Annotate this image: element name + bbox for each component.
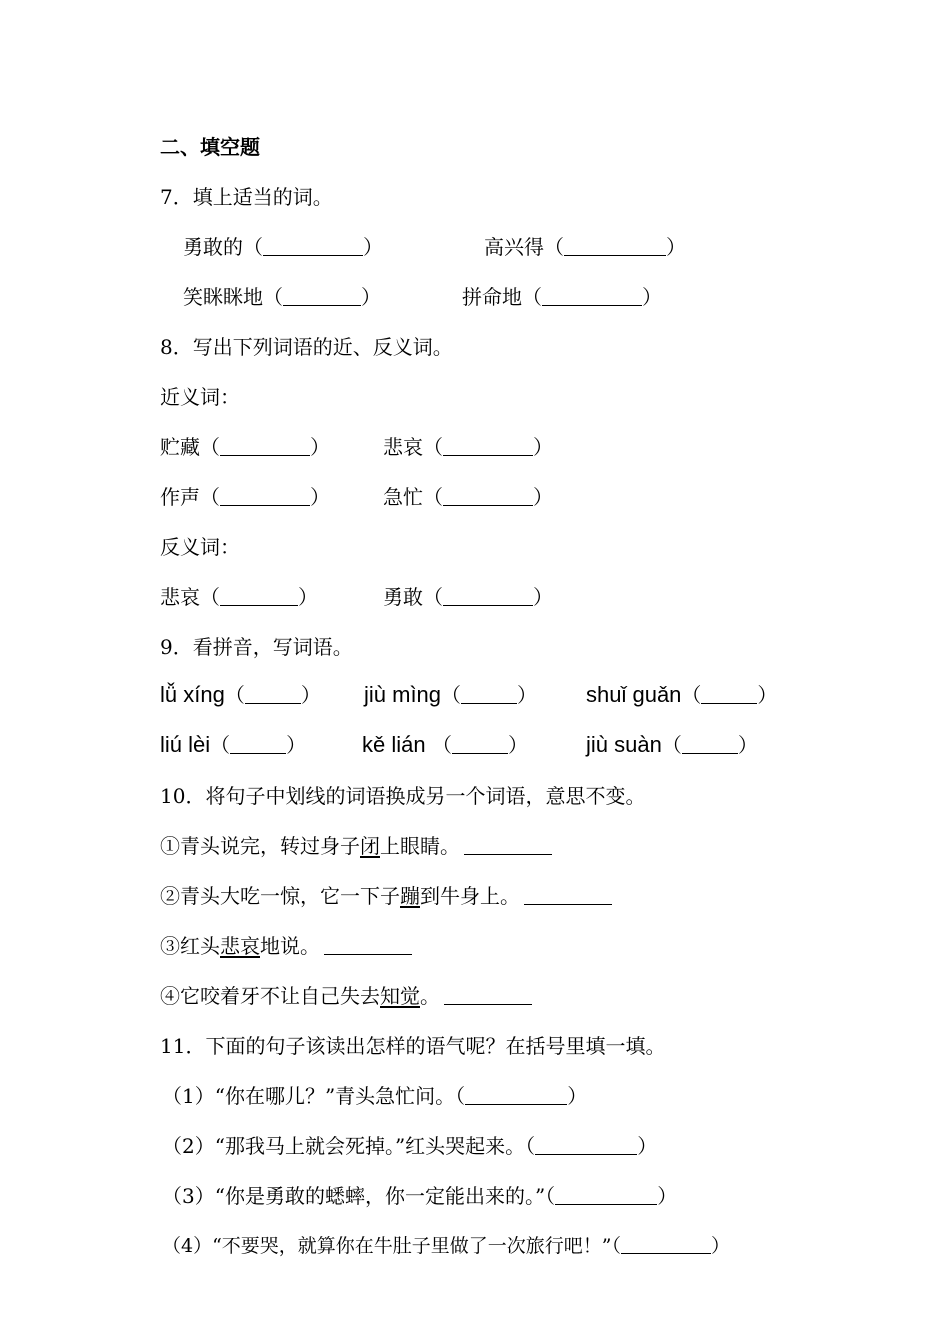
answer-blank[interactable] bbox=[220, 433, 310, 456]
q7-word: 拼命地 bbox=[462, 285, 522, 309]
answer-blank[interactable] bbox=[443, 433, 533, 456]
q10-sentence: ①青头说完，转过身子闭上眼睛。 bbox=[160, 830, 552, 862]
synonym-item: 悲哀（ ） bbox=[383, 435, 553, 459]
answer-blank[interactable] bbox=[220, 583, 298, 606]
q10-sentence: ④它咬着牙不让自己失去知觉。 bbox=[160, 980, 532, 1012]
synonym-item: 贮藏（ ） bbox=[160, 435, 330, 459]
answer-blank[interactable] bbox=[555, 1182, 657, 1205]
q7-word: 笑眯眯地 bbox=[183, 285, 263, 309]
q11-sentence: （4）“不要哭，就算你在牛肚子里做了一次旅行吧！”（ ） bbox=[162, 1230, 730, 1262]
underlined-word: 悲哀 bbox=[220, 934, 260, 958]
antonym-item: 悲哀（ ） bbox=[160, 585, 318, 609]
pinyin-item: shuǐ guǎn（ ） bbox=[586, 682, 778, 707]
answer-blank[interactable] bbox=[701, 681, 757, 704]
q7-word: 勇敢的 bbox=[183, 235, 243, 259]
answer-blank[interactable] bbox=[461, 681, 517, 704]
section-title: 二、填空题 bbox=[160, 135, 260, 159]
answer-blank[interactable] bbox=[324, 932, 412, 955]
answer-blank[interactable] bbox=[452, 731, 508, 754]
pinyin-item: lǚ xíng（ ） bbox=[160, 682, 321, 707]
pinyin-item: jiù suàn（ ） bbox=[586, 732, 758, 757]
synonym-item: 作声（ ） bbox=[160, 485, 330, 509]
answer-blank[interactable] bbox=[464, 832, 552, 855]
pinyin-item: jiù mìng（ ） bbox=[364, 682, 538, 707]
underlined-word: 知觉 bbox=[380, 984, 420, 1008]
antonym-item: 勇敢（ ） bbox=[383, 585, 553, 609]
q7-item-3: 笑眯眯地（ ） bbox=[183, 285, 381, 309]
synonym-item: 急忙（ ） bbox=[383, 485, 553, 509]
q8-title: 8．写出下列词语的近、反义词。 bbox=[160, 335, 453, 359]
pinyin-item: kě lián （ ） bbox=[362, 732, 528, 757]
synonym-label: 近义词： bbox=[160, 385, 240, 409]
answer-blank[interactable] bbox=[444, 982, 532, 1005]
answer-blank[interactable] bbox=[230, 731, 286, 754]
answer-blank[interactable] bbox=[245, 681, 301, 704]
answer-blank[interactable] bbox=[443, 583, 533, 606]
answer-blank[interactable] bbox=[621, 1231, 711, 1254]
answer-blank[interactable] bbox=[682, 731, 738, 754]
answer-blank[interactable] bbox=[542, 283, 642, 306]
underlined-word: 闭 bbox=[360, 834, 380, 858]
answer-blank[interactable] bbox=[535, 1132, 637, 1155]
answer-blank[interactable] bbox=[443, 483, 533, 506]
q7-item-4: 拼命地（ ） bbox=[462, 285, 662, 309]
q9-title: 9．看拼音，写词语。 bbox=[160, 635, 353, 659]
q11-title: 11．下面的句子该读出怎样的语气呢？在括号里填一填。 bbox=[160, 1034, 666, 1058]
answer-blank[interactable] bbox=[220, 483, 310, 506]
answer-blank[interactable] bbox=[283, 283, 361, 306]
q7-word: 高兴得 bbox=[484, 235, 544, 259]
q10-title: 10．将句子中划线的词语换成另一个词语，意思不变。 bbox=[160, 784, 646, 808]
pinyin-item: liú lèi（ ） bbox=[160, 732, 307, 757]
q11-sentence: （3）“你是勇敢的蟋蟀，你一定能出来的。”（ ） bbox=[162, 1184, 678, 1208]
q11-sentence: （2）“那我马上就会死掉。”红头哭起来。（ ） bbox=[162, 1134, 658, 1158]
answer-blank[interactable] bbox=[263, 233, 363, 256]
underlined-word: 蹦 bbox=[400, 884, 420, 908]
answer-blank[interactable] bbox=[564, 233, 666, 256]
q7-item-1: 勇敢的（ ） bbox=[183, 235, 383, 259]
antonym-label: 反义词： bbox=[160, 535, 240, 559]
q7-item-2: 高兴得（ ） bbox=[484, 235, 686, 259]
answer-blank[interactable] bbox=[465, 1082, 567, 1105]
q10-sentence: ②青头大吃一惊，它一下子蹦到牛身上。 bbox=[160, 880, 612, 912]
q11-sentence: （1）“你在哪儿？”青头急忙问。（ ） bbox=[162, 1084, 588, 1108]
answer-blank[interactable] bbox=[524, 882, 612, 905]
q10-sentence: ③红头悲哀地说。 bbox=[160, 930, 412, 962]
q7-title: 7．填上适当的词。 bbox=[160, 185, 333, 209]
